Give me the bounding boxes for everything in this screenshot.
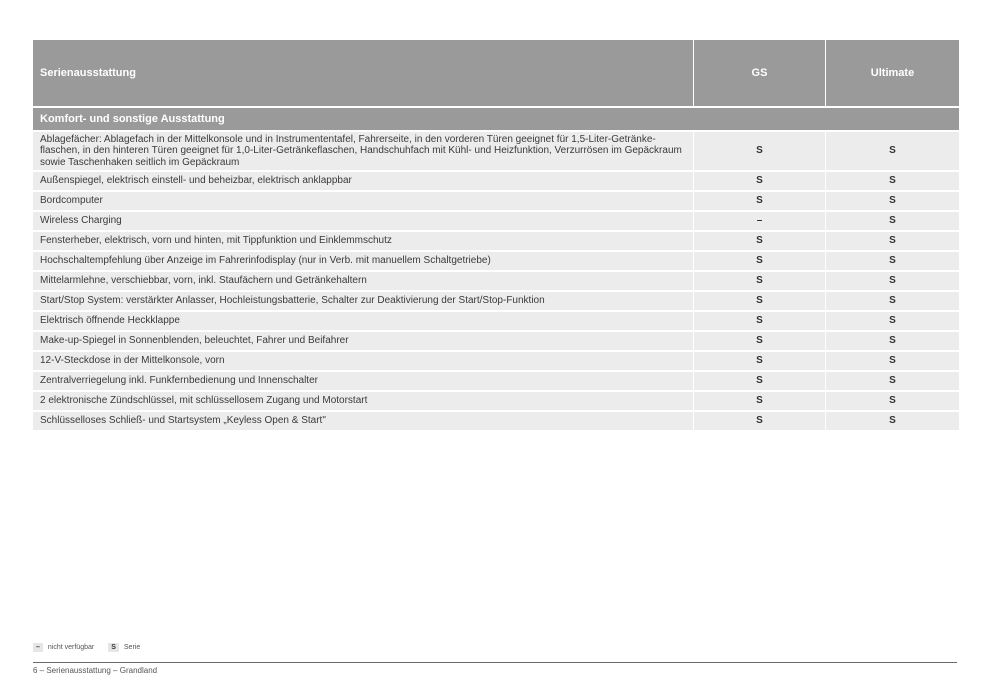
- row-ultimate-value: S: [826, 212, 959, 230]
- row-ultimate-value: S: [826, 392, 959, 410]
- row-label: 2 elektronische Zündschlüssel, mit schlüssellosem Zugang und Motorstart: [33, 392, 693, 410]
- row-gs-value: S: [694, 252, 825, 270]
- row-ultimate-value: S: [826, 172, 959, 190]
- row-gs-value: S: [694, 232, 825, 250]
- row-gs-value: S: [694, 272, 825, 290]
- row-ultimate-value: S: [826, 232, 959, 250]
- equipment-table: [33, 40, 957, 430]
- row-gs-value: S: [694, 292, 825, 310]
- header-gs: GS: [694, 40, 825, 106]
- row-ultimate-value: S: [826, 192, 959, 210]
- row-gs-value: –: [694, 212, 825, 230]
- row-label: Fensterheber, elektrisch, vorn und hinten, mit Tippfunktion und Einklemmschutz: [33, 232, 693, 250]
- row-ultimate-value: S: [826, 292, 959, 310]
- row-gs-value: S: [694, 352, 825, 370]
- row-gs-value: S: [694, 172, 825, 190]
- row-gs-value: S: [694, 412, 825, 430]
- legend-s-label: Serie: [123, 644, 141, 651]
- row-ultimate-value: S: [826, 412, 959, 430]
- row-label: Schlüsselloses Schließ- und Startsystem „Keyless Open & Start": [33, 412, 693, 430]
- row-label: Zentralverriegelung inkl. Funkfernbedienung und Innenschalter: [33, 372, 693, 390]
- row-label: 12-V-Steckdose in der Mittelkonsole, vorn: [33, 352, 693, 370]
- row-gs-value: S: [694, 192, 825, 210]
- row-gs-value: S: [694, 312, 825, 330]
- footer-divider: [33, 662, 957, 663]
- row-gs-value: S: [694, 332, 825, 350]
- row-label: Bordcomputer: [33, 192, 693, 210]
- legend-dash-key: –: [33, 643, 43, 652]
- header-serienausstattung: Serienausstattung: [33, 40, 693, 106]
- section-title: Komfort- und sonstige Ausstattung: [33, 108, 959, 130]
- row-ultimate-value: S: [826, 312, 959, 330]
- row-label: Wireless Charging: [33, 212, 693, 230]
- row-label: Außenspiegel, elektrisch einstell- und beheizbar, elektrisch anklappbar: [33, 172, 693, 190]
- row-label: Ablagefächer: Ablagefach in der Mittelkonsole und in Instrumententafel, Fahrerseite, in den vorderen Türen geeignet für 1,5-Liter-Getränke-flaschen, in den hinteren Türen geeignet für 1,0-Liter-Getränkeflaschen, Handschuhfach mit Kühl- und Heizfunktion, Verzurrösen im Gepäckraum sowie Taschenhaken seitlich im Gepäckraum: [33, 132, 693, 170]
- row-gs-value: S: [694, 392, 825, 410]
- row-label: Hochschaltempfehlung über Anzeige im Fahrerinfodisplay (nur in Verb. mit manuellem Schaltgetriebe): [33, 252, 693, 270]
- row-ultimate-value: S: [826, 332, 959, 350]
- row-ultimate-value: S: [826, 372, 959, 390]
- row-label: Start/Stop System: verstärkter Anlasser, Hochleistungsbatterie, Schalter zur Deaktivierung der Start/Stop-Funktion: [33, 292, 693, 310]
- row-gs-value: S: [694, 372, 825, 390]
- row-ultimate-value: S: [826, 352, 959, 370]
- row-ultimate-value: S: [826, 272, 959, 290]
- legend: [33, 643, 140, 652]
- page-footer: 6 – Serienausstattung – Grandland: [33, 666, 158, 675]
- header-ultimate: Ultimate: [826, 40, 959, 106]
- legend-s-key: S: [108, 643, 119, 652]
- row-ultimate-value: S: [826, 252, 959, 270]
- row-gs-value: S: [694, 132, 825, 170]
- row-ultimate-value: S: [826, 132, 959, 170]
- row-label: Elektrisch öffnende Heckklappe: [33, 312, 693, 330]
- row-label: Make-up-Spiegel in Sonnenblenden, beleuchtet, Fahrer und Beifahrer: [33, 332, 693, 350]
- legend-dash-label: nicht verfügbar: [47, 644, 95, 651]
- row-label: Mittelarmlehne, verschiebbar, vorn, inkl. Staufächern und Getränkehaltern: [33, 272, 693, 290]
